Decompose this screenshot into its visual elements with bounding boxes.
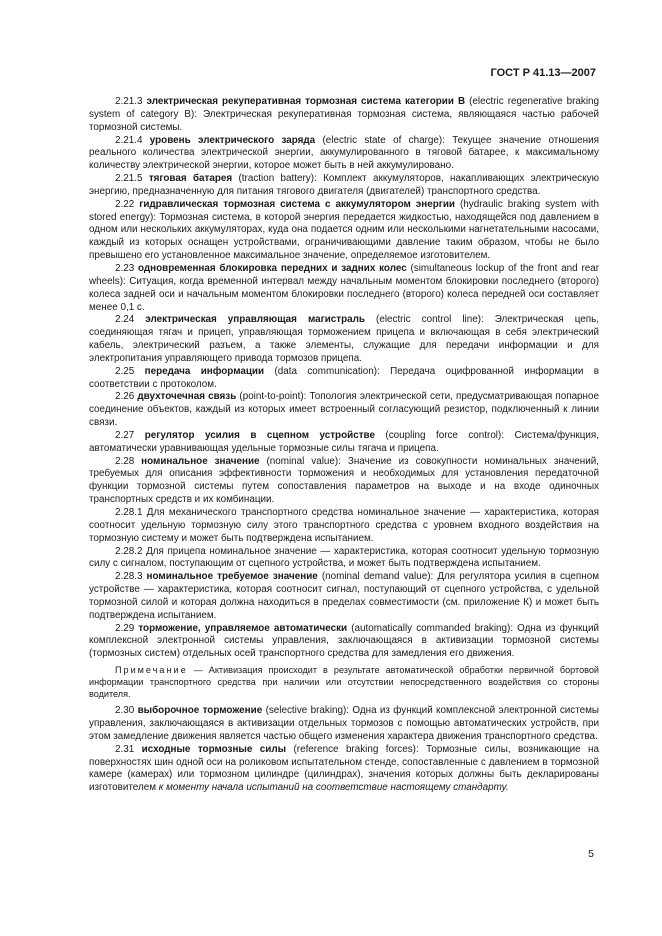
definition-text: (hydraulic braking system with stored energy): Тормозная система, в которой энергия передается жидкостью, находящейся под давлением в одном или нескольких аккумуляторах, куда она подается одним или несколькими нагнетательными насосами, каждый из которых оснащен устройствами, ограничивающими давление таким образом, чтобы не было превышено его установленное максимальное значение, определяемое изготовителем.	[89, 198, 599, 262]
definition-paragraph	[89, 135, 599, 174]
definition-paragraph	[89, 391, 599, 430]
definitions-list-1	[89, 96, 599, 661]
term: гидравлическая тормозная система с аккумулятором энергии	[139, 198, 455, 210]
definition-paragraph	[89, 623, 599, 662]
note-text: — Активизация происходит в результате автоматической обработки первичной бортовой информации транспортного средства при наличии или отсутствии непосредственного воздействия со стороны водителя.	[89, 665, 599, 700]
clause-number: 2.23	[115, 262, 139, 274]
definition-text: (reference braking forces): Тормозные силы, возникающие на поверхностях шин одной оси на роликовом испытательном стенде, сопоставленные с давлением в тормозной камере (камерах) или тормозном цилиндре (цилиндрах), значения которых должны быть декларированы изготовителем	[89, 743, 599, 794]
clause-number: 2.29	[115, 622, 139, 634]
term: уровень электрического заряда	[149, 134, 316, 146]
definition-text: (nominal demand value): Для регулятора усилия в сцепном устройстве — характеристика, которая соотносит сигнал, поступающий от сцепного устройства, с удельной тормозной силой и которая должна находиться в пределах совместимости (см. приложение К) и может быть подтверждена испытанием.	[89, 571, 600, 621]
clause-number: 2.25	[115, 365, 145, 377]
definition-paragraph	[89, 96, 599, 135]
definitions-list-2	[89, 705, 599, 795]
clause-number: 2.28.3	[115, 571, 147, 583]
term: тяговая батарея	[148, 173, 233, 185]
term: двухточечная связь	[137, 391, 237, 403]
definition-text: Для механического транспортного средства номинальное значение — характеристика, которая соотносит удельную тормозную силу этого транспортного средства с уровнем входного воздействия на тормозную систему и может быть подтверждена испытанием.	[89, 507, 599, 544]
definition-text: (simultaneous lockup of the front and rear wheels): Ситуация, когда временной интервал между начальным моментом блокировки последнего (второго) колеса задней оси и начальным моментом блокировки последнего (второго) колеса передней оси составляет менее 0,1 с.	[89, 262, 600, 313]
clause-number: 2.28	[115, 455, 142, 467]
term: номинальное значение	[141, 455, 260, 467]
definition-text: (electric state of charge): Текущее значение отношения реального количества электрической энергии, аккумулированного в тяговой батарее, к максимальному количеству электрической энергии, которое может быть в ней аккумулировано.	[89, 134, 599, 172]
clause-number: 2.21.3	[115, 96, 147, 107]
definition-text: (point-to-point): Топология электрической сети, предусматривающая попарное соединение объектов, каждый из которых имеет встроенный согласующий резистор, подключенный к линии связи.	[89, 391, 599, 429]
definition-paragraph	[89, 571, 599, 622]
term: торможение, управляемое автоматически	[138, 622, 348, 634]
definition-text: Для прицепа номинальное значение — характеристика, которая соотносит удельную тормозную силу с сигналом, поступающим от сцепного устройства, и может быть подтверждена испытанием.	[89, 545, 599, 570]
definition-text: (automatically commanded braking): Одна из функций комплексной электронной системы управления, заключающаяся в активизации тормозной системы (тормозных систем) отдельных осей транспортного средства для замедления его движения.	[89, 622, 599, 660]
term: регулятор усилия в сцепном устройстве	[144, 429, 375, 441]
term: электрическая рекуперативная тормозная система категории В	[146, 96, 466, 107]
definition-text: (data communication): Передача оцифрованной информации в соответствии с протоколом.	[89, 365, 599, 390]
definition-paragraph	[89, 173, 599, 199]
term: одновременная блокировка передних и задних колес	[138, 262, 407, 274]
clause-number: 2.22	[115, 198, 140, 210]
term: номинальное требуемое значение	[146, 571, 318, 583]
definition-text: (electric control line): Электрическая цепь, соединяющая тягач и прицеп, управляющая торможением прицепа и включающая в себя электрический кабель, электрический разъем, а также элементы, служащие для передачи информации и для электропитания управляющего привода тормозов прицепа.	[89, 314, 600, 364]
clause-number: 2.21.4	[115, 134, 150, 146]
clause-number: 2.21.5	[115, 173, 149, 185]
definition-paragraph	[89, 456, 599, 507]
definition-paragraph	[89, 430, 599, 456]
definition-paragraph	[89, 705, 599, 744]
standard-designation: ГОСТ Р 41.13—2007	[490, 67, 596, 79]
clause-number: 2.31	[115, 743, 142, 755]
definition-text: (nominal value): Значение из совокупности номинальных значений, требуемых для описания эффективности торможения и необходимых для установления передаточной функции тормозной системы путем сопоставления параметров на выходе и на входе одиночных транспортных средств и их комбинации.	[89, 455, 599, 506]
term: исходные тормозные силы	[141, 743, 287, 755]
clause-number: 2.26	[115, 391, 138, 403]
definition-paragraph	[89, 546, 599, 572]
clause-number: 2.28.2	[115, 545, 147, 557]
document-body	[89, 96, 599, 795]
note-label: Примечание	[115, 665, 188, 676]
note-paragraph	[89, 664, 599, 700]
definition-paragraph	[89, 199, 599, 263]
definition-italic-text: к моменту начала испытаний на соответствие настоящему стандарту.	[158, 782, 509, 794]
definition-paragraph	[89, 314, 599, 365]
definition-paragraph	[89, 366, 599, 392]
clause-number: 2.24	[115, 314, 146, 326]
definition-paragraph	[89, 507, 599, 546]
clause-number: 2.28.1	[115, 507, 147, 518]
term: выборочное торможение	[137, 705, 263, 717]
definition-text: (electric regenerative braking system of category B): Электрическая рекуперативная тормозная система, являющаяся частью рабочей тормозной системы.	[89, 96, 599, 133]
term: передача информации	[144, 365, 265, 377]
page-number: 5	[588, 848, 594, 860]
definition-text: (traction battery): Комплект аккумуляторов, накапливающих электрическую энергию, предназначенную для питания тягового двигателя (двигателей) транспортного средства.	[89, 173, 599, 197]
clause-number: 2.30	[115, 705, 138, 717]
definition-text: (selective braking): Одна из функций комплексной электронной системы управления, заключающаяся в активизации отдельных тормозов с помощью автоматических устройств, при этом замедление движения является частью общего изменения характера движения транспортного средства.	[89, 705, 600, 742]
clause-number: 2.27	[115, 429, 145, 441]
definition-paragraph	[89, 744, 599, 795]
term: электрическая управляющая магистраль	[145, 314, 365, 326]
definition-text: (coupling force control): Система/функция, автоматически уравнивающая удельные тормозные силы тягача и прицепа.	[89, 429, 599, 454]
definition-paragraph	[89, 263, 599, 314]
